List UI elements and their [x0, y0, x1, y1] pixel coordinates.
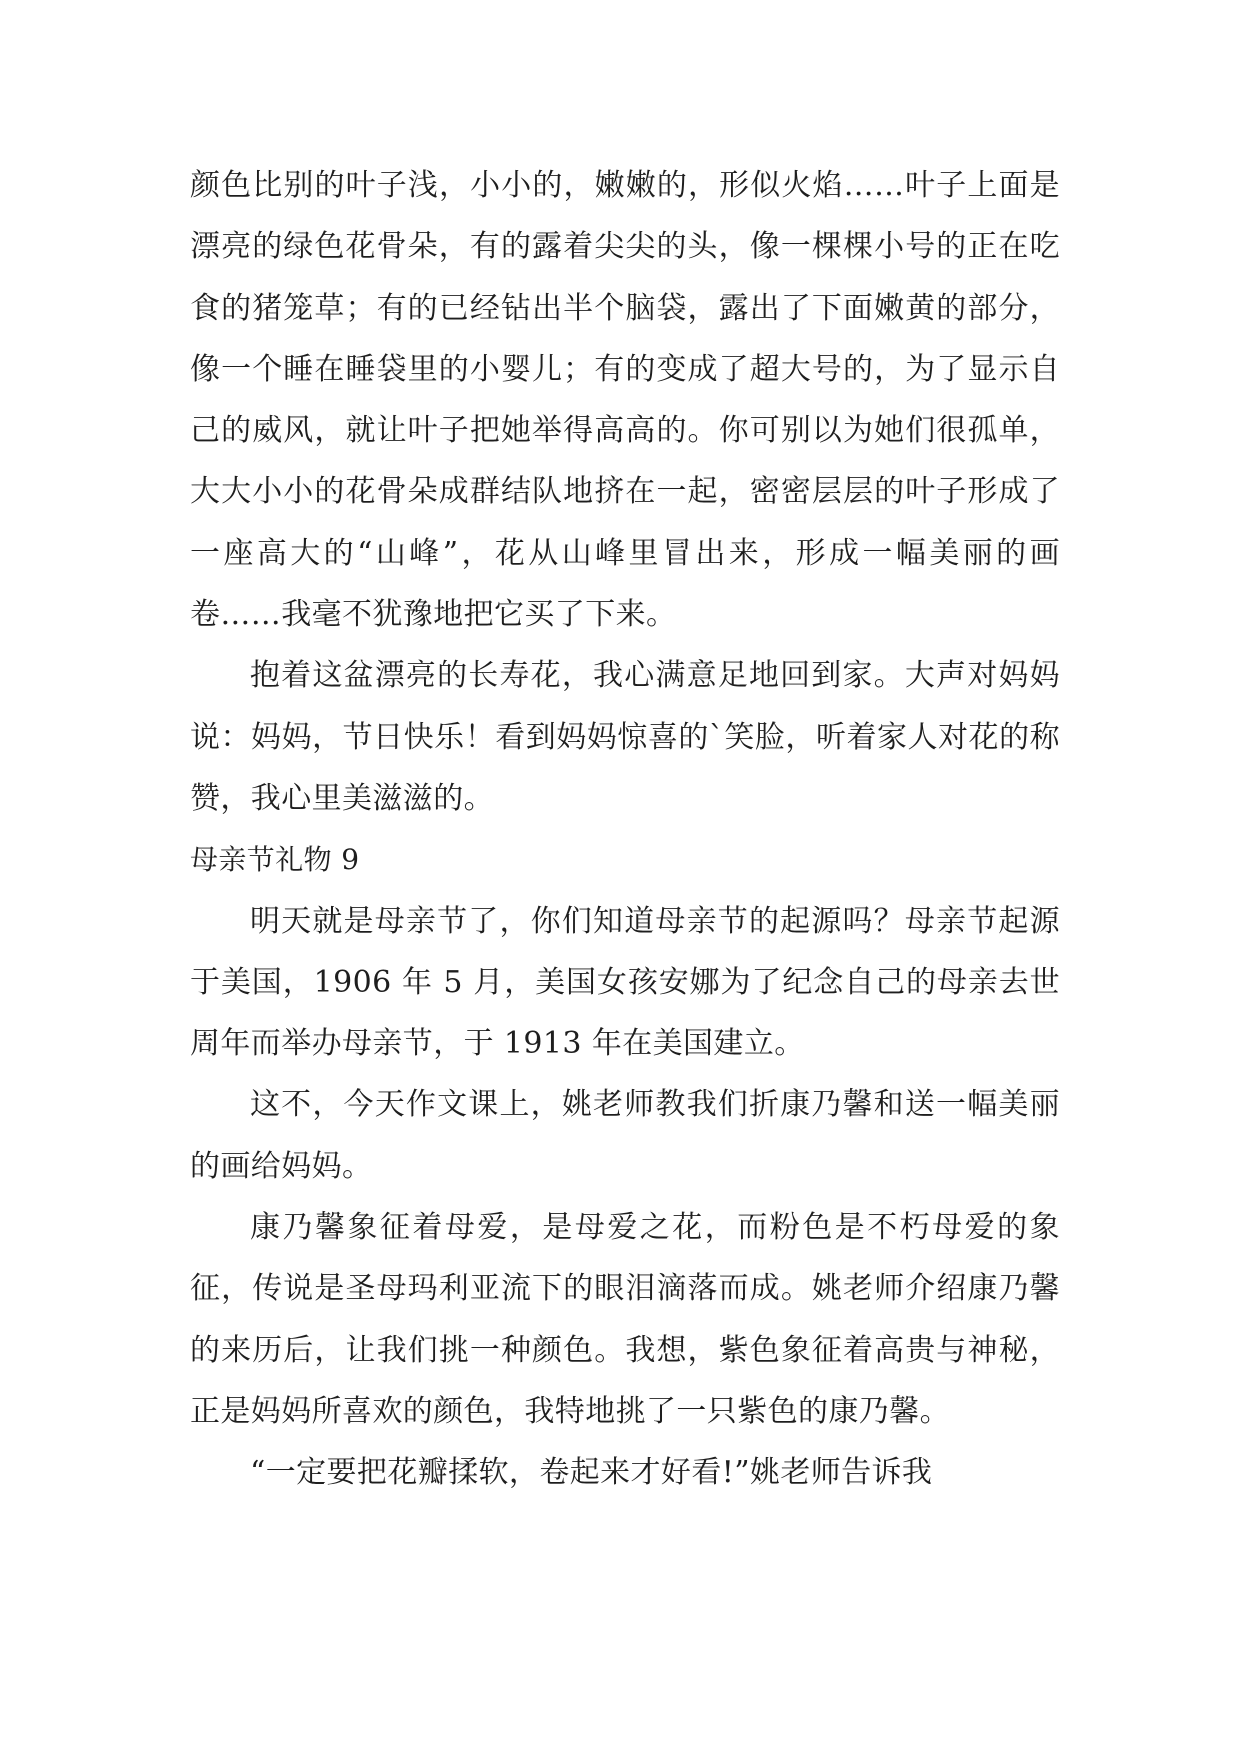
- paragraph: 康乃馨象征着母爱，是母爱之花，而粉色是不朽母爱的象征，传说是圣母玛利亚流下的眼泪滴落而成。姚老师介绍康乃馨的来历后，让我们挑一种颜色。我想，紫色象征着高贵与神秘，正是妈妈所喜欢的颜色，我特地挑了一只紫色的康乃馨。: [190, 1210, 1060, 1429]
- paragraph: 这不，今天作文课上，姚老师教我们折康乃馨和送一幅美丽的画给妈妈。: [190, 1087, 1060, 1184]
- document-body: [190, 155, 1060, 1504]
- paragraph: 明天就是母亲节了，你们知道母亲节的起源吗？母亲节起源于美国，1906 年 5 月，美国女孩安娜为了纪念自己的母亲去世周年而举办母亲节，于 1913 年在美国建立。: [190, 903, 1060, 1062]
- paragraph: 抱着这盆漂亮的长寿花，我心满意足地回到家。大声对妈妈说：妈妈，节日快乐！看到妈妈惊喜的`笑脸，听着家人对花的称赞，我心里美滋滋的。: [190, 658, 1060, 816]
- section-heading: 母亲节礼物 9: [190, 843, 360, 877]
- paragraph: “一定要把花瓣揉软，卷起来才好看!”姚老师告诉我: [250, 1455, 933, 1491]
- paragraph-continuation: 颜色比别的叶子浅，小小的，嫩嫩的，形似火焰……叶子上面是漂亮的绿色花骨朵，有的露着尖尖的头，像一棵棵小号的正在吃食的猪笼草；有的已经钻出半个脑袋，露出了下面嫩黄的部分，像一个睡在睡袋里的小婴儿；有的变成了超大号的，为了显示自己的威风，就让叶子把她举得高高的。你可别以为她们很孤单，大大小小的花骨朵成群结队地挤在一起，密密层层的叶子形成了一座高大的“山峰”，花从山峰里冒出来，形成一幅美丽的画卷……我毫不犹豫地把它买了下来。: [190, 168, 1060, 633]
